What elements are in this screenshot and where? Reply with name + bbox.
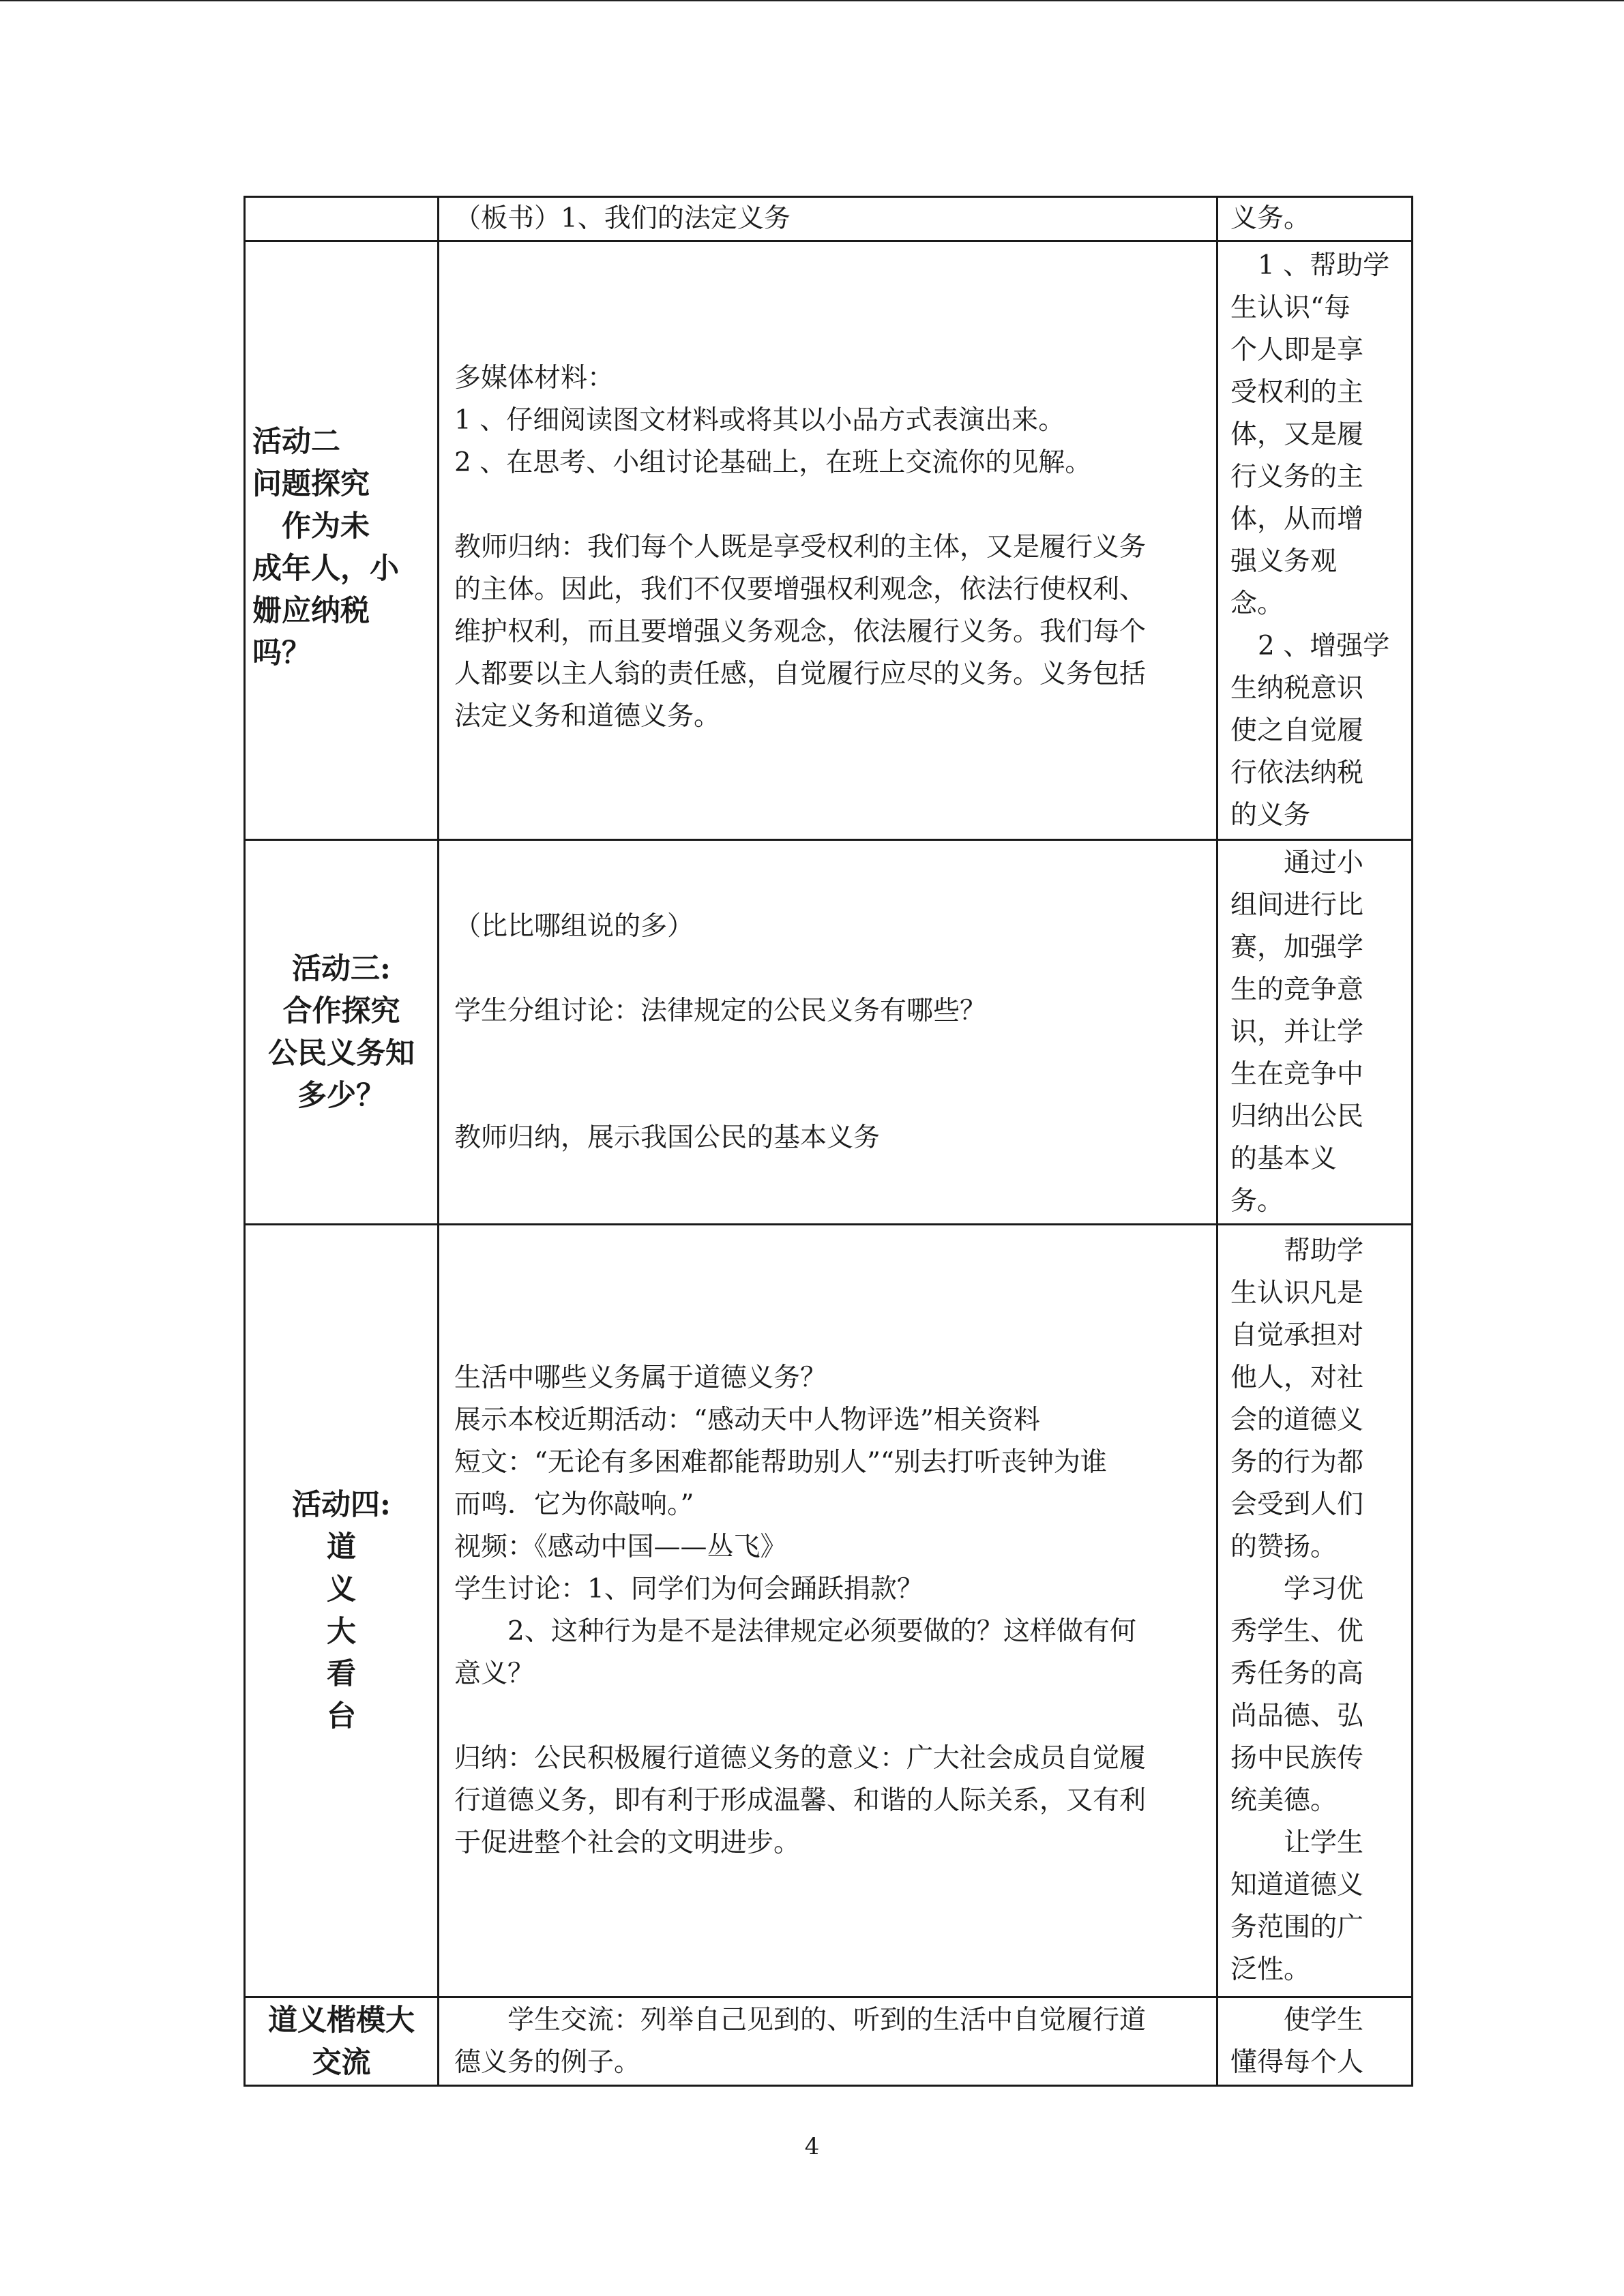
aim-line: 生认识凡是	[1230, 1278, 1364, 1309]
content-cell	[439, 840, 1217, 1225]
content-line: 短文：“无论有多困难都能帮助别人”“别去打听丧钟为谁	[454, 1447, 1107, 1478]
content-line: 多媒体材料：	[454, 362, 615, 393]
content-line: 人都要以主人翁的责任感，自觉履行应尽的义务。义务包括	[454, 658, 1147, 689]
activity-label-cell	[245, 1225, 439, 1997]
activity-label-cell	[245, 1997, 439, 2086]
content-line: 展示本校近期活动：“感动天中人物评选”相关资料	[454, 1405, 1040, 1435]
content-line: 学生讨论：1、同学们为何会踊跃捐款？	[454, 1574, 924, 1605]
aim-line: 的义务	[1230, 799, 1311, 831]
table-row-activity-3	[245, 840, 1413, 1225]
content-line: 2 、在思考、小组讨论基础上，在班上交流你的见解。	[454, 447, 1092, 478]
content-line: 生活中哪些义务属于道德义务？	[454, 1362, 827, 1393]
aim-line: 懂得每个人	[1230, 2046, 1364, 2078]
aim-line: 秀学生、优	[1230, 1616, 1364, 1647]
activity-label-line: 吗？	[252, 636, 311, 670]
aim-line: 让学生	[1284, 1828, 1364, 1858]
activity-label-line: 作为未	[252, 509, 370, 543]
aim-line: 秀任务的高	[1230, 1658, 1364, 1689]
activity-label-line: 活动三:	[292, 951, 391, 986]
aim-line: 学习优	[1284, 1574, 1364, 1605]
aim-line: 尚品德、弘	[1230, 1701, 1364, 1731]
content-line: 于促进整个社会的文明进步。	[454, 1828, 801, 1858]
activity-label-line: 看	[327, 1657, 356, 1691]
content-line: 德义务的例子。	[454, 2046, 641, 2078]
page-top-border	[0, 0, 1624, 1]
aim-cell	[1217, 197, 1413, 241]
aim-line: 务的行为都	[1230, 1447, 1364, 1478]
table-row-activity-2	[245, 241, 1413, 840]
content-line: 教师归纳，展示我国公民的基本义务	[454, 1122, 881, 1153]
content-line: 归纳：公民积极履行道德义务的意义：广大社会成员自觉履	[454, 1743, 1147, 1774]
aim-line: 他人，对社	[1230, 1362, 1364, 1393]
activity-label-line: 活动四:	[292, 1488, 391, 1522]
content-line	[454, 1075, 1201, 1117]
content-line: 1 、仔细阅读图文材料或将其以小品方式表演出来。	[454, 404, 1065, 436]
aim-line: 赛，加强学	[1230, 931, 1364, 963]
activity-label-line: 大	[327, 1615, 356, 1649]
aim-line: 个人即是享	[1230, 334, 1364, 366]
aim-line: 强义务观	[1230, 546, 1338, 577]
content-cell	[439, 1225, 1217, 1997]
aim-cell	[1217, 840, 1413, 1225]
content-line: 而鸣．它为你敲响。”	[454, 1489, 694, 1520]
aim-line: 义务。	[1230, 203, 1311, 234]
aim-line: 体，又是履	[1230, 419, 1364, 450]
aim-line: 使学生	[1284, 2004, 1364, 2036]
aim-line: 生的竞争意	[1230, 974, 1364, 1005]
activity-label-cell	[245, 840, 439, 1225]
aim-line: 通过小	[1284, 847, 1364, 878]
content-line: 的主体。因此，我们不仅要增强权利观念，依法行使权利、	[454, 573, 1147, 605]
aim-line: 扬中民族传	[1230, 1743, 1364, 1774]
aim-line: 行义务的主	[1230, 461, 1364, 492]
content-cell	[439, 197, 1217, 241]
aim-line: 使之自觉履	[1230, 715, 1364, 746]
aim-line: 的赞扬。	[1230, 1532, 1338, 1562]
aim-cell	[1217, 1997, 1413, 2086]
activity-label-line: 交流	[312, 2045, 371, 2080]
content-line: （比比哪组说的多）	[454, 910, 694, 942]
activity-label-line: 成年人，小	[252, 551, 399, 586]
page-number: 4	[804, 2133, 820, 2160]
content-cell	[439, 1997, 1217, 2086]
aim-line: 的基本义	[1230, 1143, 1338, 1174]
aim-line: 统美德。	[1230, 1785, 1338, 1816]
content-line: 视频：《感动中国——丛飞》	[454, 1532, 787, 1562]
aim-line: 自觉承担对	[1230, 1320, 1364, 1351]
aim-line: 泛性。	[1230, 1954, 1311, 1985]
content-line: 学生分组讨论：法律规定的公民义务有哪些？	[454, 995, 987, 1026]
activity-label-line: 合作探究	[282, 994, 400, 1028]
aim-line: 帮助学	[1284, 1236, 1364, 1266]
content-line: 教师归纳：我们每个人既是享受权利的主体，又是履行义务	[454, 531, 1147, 563]
aim-line: 体，从而增	[1230, 503, 1364, 535]
content-line: 学生交流：列举自己见到的、听到的生活中自觉履行道	[507, 2004, 1147, 2036]
content-line: 2、这种行为是不是法律规定必须要做的？这样做有何	[507, 1616, 1136, 1647]
content-line: 意义？	[454, 1658, 535, 1689]
activity-label-line: 道义楷模大	[268, 2003, 415, 2038]
content-line	[454, 948, 1201, 990]
activity-label-line: 公民义务知	[268, 1036, 415, 1071]
activity-label-line: 道	[327, 1530, 356, 1564]
aim-cell	[1217, 241, 1413, 840]
content-line	[454, 1695, 1201, 1738]
aim-line: 生纳税意识	[1230, 672, 1364, 704]
activity-label-cell	[245, 241, 439, 840]
content-cell	[439, 241, 1217, 840]
aim-line: 会受到人们	[1230, 1489, 1364, 1520]
aim-line: 识，并让学	[1230, 1016, 1364, 1047]
aim-line: 会的道德义	[1230, 1405, 1364, 1435]
table-row-activity-4	[245, 1225, 1413, 1997]
aim-line: 1 、帮助学	[1258, 250, 1390, 281]
aim-cell	[1217, 1225, 1413, 1997]
activity-label-line: 姗应纳税	[252, 593, 370, 628]
aim-line: 生在竞争中	[1230, 1058, 1364, 1090]
aim-line: 知道道德义	[1230, 1870, 1364, 1900]
aim-line: 生认识“每	[1230, 292, 1350, 323]
aim-line: 务范围的广	[1230, 1912, 1364, 1943]
activity-label-line: 义	[327, 1572, 356, 1607]
content-line: 法定义务和道德义务。	[454, 700, 721, 732]
content-line: （板书）1、我们的法定义务	[454, 203, 791, 234]
content-line: 维护权利，而且要增强义务观念，依法履行义务。我们每个	[454, 616, 1147, 647]
activity-label-line: 问题探究	[252, 466, 370, 501]
content-line	[454, 1032, 1201, 1075]
aim-line: 2 、增强学	[1258, 630, 1390, 661]
aim-line: 受权利的主	[1230, 376, 1364, 408]
aim-line: 务。	[1230, 1185, 1284, 1217]
activity-label-line: 台	[327, 1699, 356, 1733]
aim-line: 组间进行比	[1230, 889, 1364, 921]
lesson-plan-table	[243, 196, 1413, 2087]
activity-label-line: 活动二	[252, 424, 340, 459]
table-row-board-writing	[245, 197, 1413, 241]
activity-label-line: 多少？	[297, 1078, 385, 1113]
aim-line: 归纳出公民	[1230, 1101, 1364, 1132]
aim-line: 念。	[1230, 588, 1284, 619]
table-row-role-model-exchange	[245, 1997, 1413, 2086]
aim-line: 行依法纳税	[1230, 757, 1364, 788]
activity-label-cell	[245, 197, 439, 241]
content-line	[454, 484, 1201, 526]
content-line: 行道德义务，即有利于形成温馨、和谐的人际关系，又有利	[454, 1785, 1147, 1816]
